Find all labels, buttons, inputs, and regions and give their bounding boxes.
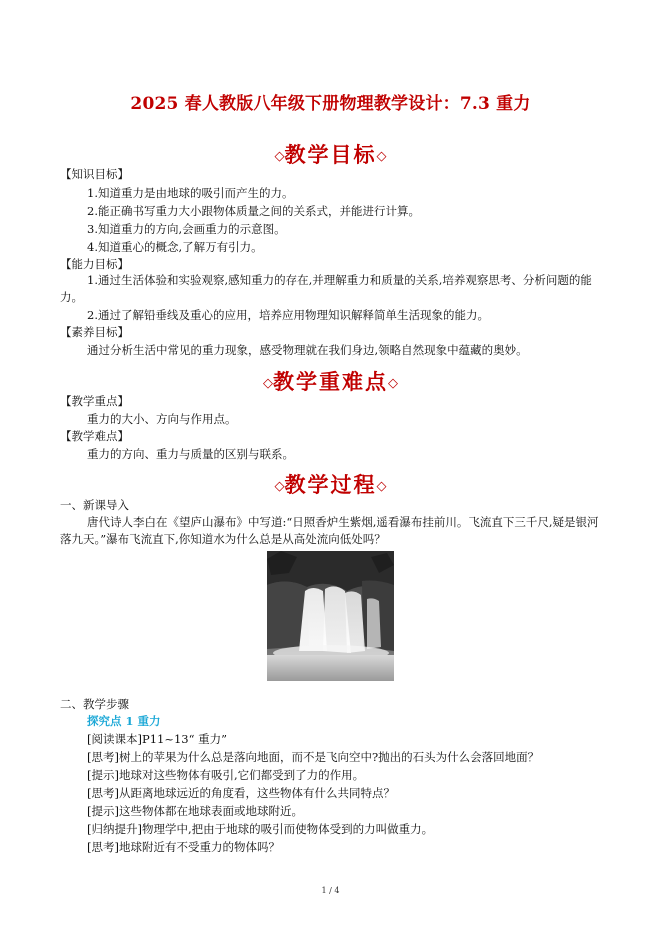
knowledge-item: 4.知道重心的概念,了解万有引力。 xyxy=(87,240,263,254)
teaching-difficulty-text: 重力的方向、重力与质量的区别与联系。 xyxy=(87,447,294,461)
literacy-item: 通过分析生活中常见的重力现象，感受物理就在我们身边,领略自然现象中蕴藏的奥妙。 xyxy=(87,343,528,357)
section-heading-key-points-text: 教学重难点 xyxy=(273,369,388,394)
step-line: [提示]地球对这些物体有吸引,它们都受到了力的作用。 xyxy=(87,768,365,782)
ability-item: 1.通过生活体验和实验观察,感知重力的存在,并理解重力和质量的关系,培养观察思考、分析问题的能力。 xyxy=(60,273,592,304)
step-line: [阅读课本]P11~13“ 重力” xyxy=(87,732,228,746)
section-heading-objectives-text: 教学目标 xyxy=(284,142,377,167)
waterfall-image xyxy=(267,551,394,681)
ability-objectives-label: 【能力目标】 xyxy=(60,257,129,271)
knowledge-objectives-label: 【知识目标】 xyxy=(60,167,129,181)
step-line: [提示]这些物体都在地球表面或地球附近。 xyxy=(87,804,303,818)
step-line: [思考]地球附近有不受重力的物体吗？ xyxy=(87,840,280,854)
diamond-icon: ◇ xyxy=(388,376,398,391)
diamond-icon: ◇ xyxy=(376,149,387,164)
explore-point-heading: 探究点 1 重力 xyxy=(87,714,161,728)
diamond-icon: ◇ xyxy=(263,376,273,391)
intro-heading: 一、新课导入 xyxy=(60,498,129,512)
section-heading-objectives xyxy=(0,139,661,169)
diamond-icon: ◇ xyxy=(274,149,285,164)
step-line: [思考]从距离地球远近的角度看，这些物体有什么共同特点？ xyxy=(87,786,395,800)
diamond-icon: ◇ xyxy=(274,479,285,494)
steps-heading: 二、教学步骤 xyxy=(60,697,129,711)
teaching-focus-label: 【教学重点】 xyxy=(60,394,129,408)
page-number: 1 / 4 xyxy=(321,886,340,895)
knowledge-item: 2.能正确书写重力大小跟物体质量之间的关系式，并能进行计算。 xyxy=(87,204,420,218)
section-heading-process-text: 教学过程 xyxy=(284,472,377,497)
knowledge-item: 3.知道重力的方向,会画重力的示意图。 xyxy=(87,222,286,236)
diamond-icon: ◇ xyxy=(376,479,387,494)
teaching-difficulty-label: 【教学难点】 xyxy=(60,429,129,443)
step-line: [思考]树上的苹果为什么总是落向地面，而不是飞向空中?抛出的石头为什么会落回地面？ xyxy=(87,750,540,764)
document-title: 2025 春人教版八年级下册物理教学设计：7.3 重力 xyxy=(130,94,531,114)
step-line: [归纳提升]物理学中,把由于地球的吸引而使物体受到的力叫做重力。 xyxy=(87,822,434,836)
section-heading-process xyxy=(0,469,661,499)
teaching-focus-text: 重力的大小、方向与作用点。 xyxy=(87,412,237,426)
intro-paragraph: 唐代诗人李白在《望庐山瀑布》中写道:“日照香炉生紫烟,遥看瀑布挂前川。飞流直下三千尺,疑是银河落九天。”瀑布飞流直下,你知道水为什么总是从高处流向低处吗？ xyxy=(60,515,599,546)
knowledge-item: 1.知道重力是由地球的吸引而产生的力。 xyxy=(87,186,294,200)
ability-item: 2.通过了解铅垂线及重心的应用，培养应用物理知识解释简单生活现象的能力。 xyxy=(87,308,489,322)
literacy-objectives-label: 【素养目标】 xyxy=(60,325,129,339)
section-heading-key-points xyxy=(0,366,661,396)
